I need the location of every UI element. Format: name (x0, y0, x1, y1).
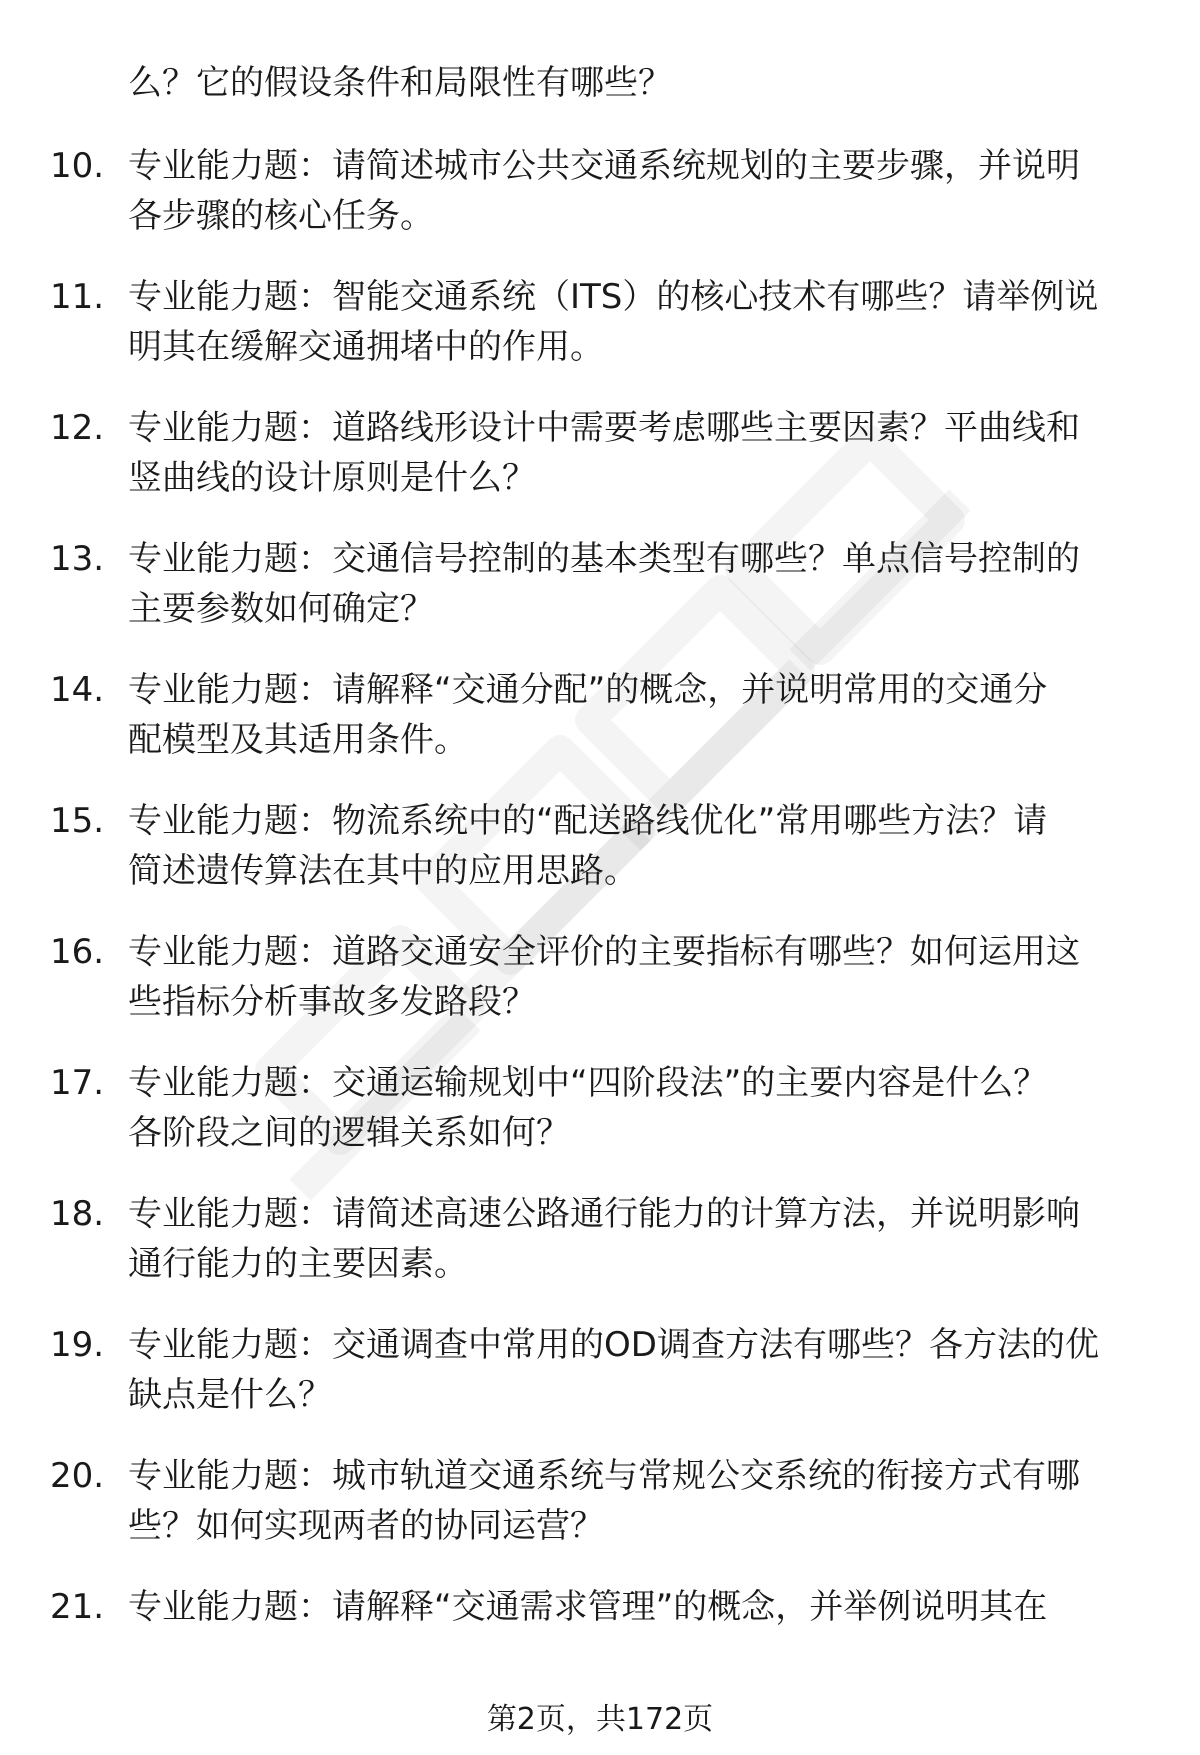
question-line: 专业能力题：物流系统中的“配送路线优化”常用哪些方法？请 (128, 801, 1048, 841)
question-item (0, 534, 1200, 665)
question-line: 竖曲线的设计原则是什么？ (128, 458, 536, 498)
question-continuation: 么？它的假设条件和局限性有哪些？ (128, 63, 672, 103)
question-line: 专业能力题：请简述高速公路通行能力的计算方法，并说明影响 (128, 1194, 1080, 1234)
question-line: 专业能力题：交通运输规划中“四阶段法”的主要内容是什么？ (128, 1063, 1048, 1103)
question-line: 专业能力题：道路交通安全评价的主要指标有哪些？如何运用这 (128, 932, 1080, 972)
question-text (128, 1320, 1168, 1420)
question-text (128, 927, 1168, 1027)
question-text (128, 1582, 1168, 1632)
question-line: 主要参数如何确定？ (128, 589, 434, 629)
question-number: 12. (50, 408, 105, 448)
question-line: 专业能力题：城市轨道交通系统与常规公交系统的衔接方式有哪 (128, 1456, 1080, 1496)
question-line: 简述遗传算法在其中的应用思路。 (128, 851, 638, 891)
question-item (0, 1189, 1200, 1320)
question-text (128, 1058, 1168, 1158)
question-line: 专业能力题：请解释“交通分配”的概念，并说明常用的交通分 (128, 670, 1048, 710)
question-item (0, 1320, 1200, 1451)
question-item (0, 1451, 1200, 1582)
question-line: 专业能力题：交通调查中常用的OD调查方法有哪些？各方法的优 (128, 1325, 1099, 1365)
question-number: 10. (50, 146, 105, 186)
question-line: 专业能力题：智能交通系统（ITS）的核心技术有哪些？请举例说 (128, 277, 1099, 317)
question-number: 17. (50, 1063, 105, 1103)
question-text (128, 1451, 1168, 1551)
question-line: 专业能力题：交通信号控制的基本类型有哪些？单点信号控制的 (128, 539, 1080, 579)
question-item (0, 1058, 1200, 1189)
question-line: 配模型及其适用条件。 (128, 720, 468, 760)
question-item (0, 272, 1200, 403)
question-text (128, 403, 1168, 503)
question-number: 16. (50, 932, 105, 972)
question-number: 20. (50, 1456, 105, 1496)
question-item (0, 927, 1200, 1058)
question-item (0, 403, 1200, 534)
question-line: 各阶段之间的逻辑关系如何？ (128, 1113, 570, 1153)
question-item (0, 141, 1200, 272)
question-text (128, 141, 1168, 241)
question-item (0, 796, 1200, 927)
question-list (0, 141, 1200, 1713)
question-number: 21. (50, 1587, 105, 1627)
question-text (128, 1189, 1168, 1289)
question-text (128, 665, 1168, 765)
question-text (128, 796, 1168, 896)
question-text (128, 534, 1168, 634)
question-line: 缺点是什么？ (128, 1375, 332, 1415)
question-item (0, 665, 1200, 796)
question-number: 13. (50, 539, 105, 579)
question-line: 专业能力题：道路线形设计中需要考虑哪些主要因素？平曲线和 (128, 408, 1080, 448)
question-line: 专业能力题：请解释“交通需求管理”的概念，并举例说明其在 (128, 1587, 1048, 1627)
question-line: 些？如何实现两者的协同运营？ (128, 1506, 604, 1546)
question-line: 通行能力的主要因素。 (128, 1244, 468, 1284)
page-footer: 第2页，共172页 (486, 1702, 714, 1737)
question-number: 15. (50, 801, 105, 841)
question-number: 14. (50, 670, 105, 710)
question-line: 些指标分析事故多发路段？ (128, 982, 536, 1022)
question-number: 18. (50, 1194, 105, 1234)
question-number: 11. (50, 277, 105, 317)
question-item (0, 1582, 1200, 1713)
question-line: 明其在缓解交通拥堵中的作用。 (128, 327, 604, 367)
question-number: 19. (50, 1325, 105, 1365)
question-line: 专业能力题：请简述城市公共交通系统规划的主要步骤，并说明 (128, 146, 1080, 186)
question-line: 各步骤的核心任务。 (128, 196, 434, 236)
question-text (128, 272, 1168, 372)
